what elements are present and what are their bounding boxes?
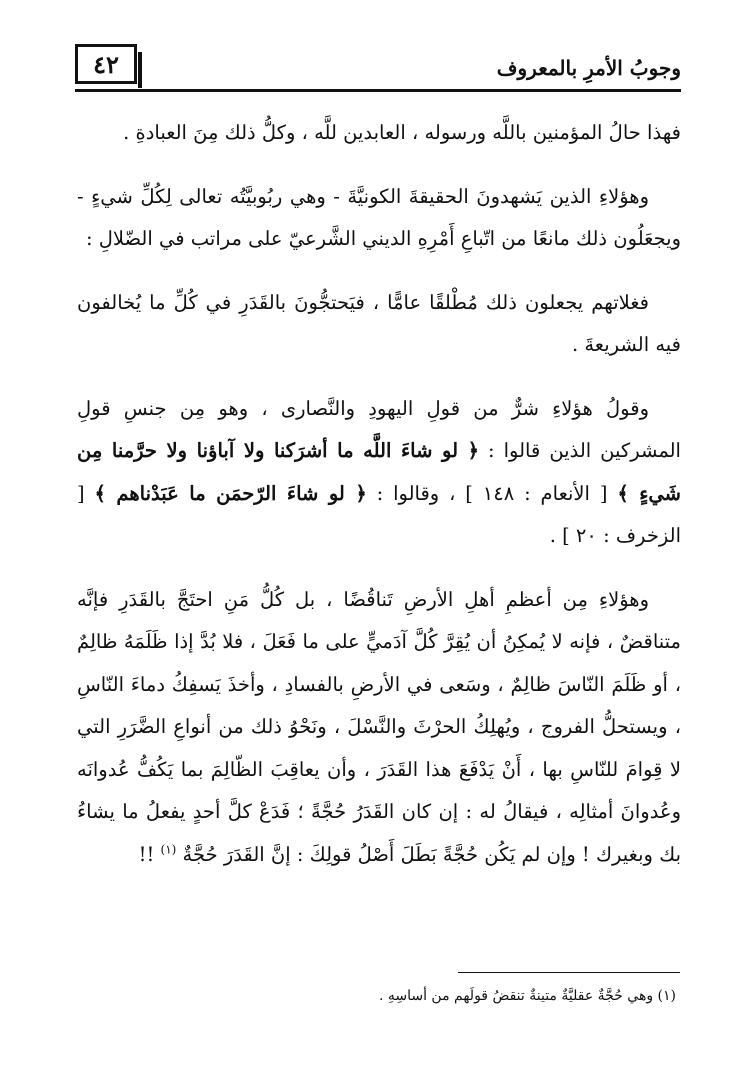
paragraph-4 bbox=[77, 388, 681, 558]
paragraph-4-text-c: [ الزخرف : ٢٠ ] . bbox=[77, 481, 681, 547]
paragraph-5-ending: !! bbox=[138, 842, 161, 866]
paragraph-5 bbox=[77, 579, 681, 877]
footnote-divider bbox=[458, 972, 680, 973]
paragraph-5-text: وهؤلاءِ مِن أعظمِ أهلِ الأرضِ تَناقُضًا ، بل كُلُّ مَنِ احتَجَّ بالقَدَرِ فإنَّه متناقضٌ ، فإنه لا يُمكِنُ أن يُقِرَّ كُلَّ آدَميٍّ على ما فَعَلَ ، فلا بُدَّ إذا ظَلَمَهُ ظالِمٌ ، أو ظَلَمَ النّاسَ ظالِمٌ ، وسَعى في الأرضِ بالفسادِ ، وأخذَ يَسفِكُ دماءَ النّاسِ ، ويستحلُّ الفروج ، ويُهلِكُ الحرْثَ والنَّسْلَ ، ونَحْوُ ذلك من أنواعِ الضَّرَرِ التي لا قِوامَ للنّاسِ بها ، أَنْ يَدْفَعَ هذا القَدَرَ ، وأن يعاقِبَ الظّالِمَ بما يَكُفُّ عُدوانَه وعُدوانَ أمثالِه ، فيقالُ له : إن كان القَدَرُ حُجَّةً ؛ فَدَعْ كلَّ أحدٍ يفعلُ ما يشاءُ بك وبغيرك ! وإن لم يَكُن حُجَّةً بَطَلَ أَصْلُ قولِكَ : إنَّ القَدَرَ حُجَّةٌ bbox=[77, 587, 681, 866]
paragraph-4-text-a: وقولُ هؤلاءِ شرٌّ من قولِ اليهودِ والنَّصارى ، وهو مِن جنسِ قولِ المشركين الذين قالوا : bbox=[77, 396, 681, 462]
page-header bbox=[75, 44, 681, 92]
footnote: (١) وهي حُجَّةٌ عقليَّةٌ متينةٌ تنقضُ قولَهم من أساسِهِ . bbox=[378, 988, 676, 1004]
paragraph-4-text-b: [ الأنعام : ١٤٨ ] ، وقالوا : bbox=[366, 481, 618, 505]
paragraph-1: فهذا حالُ المؤمنين باللَّه ورسوله ، العابدين للَّه ، وكلُّ ذلك مِنَ العبادةِ . bbox=[123, 121, 681, 144]
running-title: وجوبُ الأمرِ بالمعروف bbox=[496, 56, 681, 80]
page-number bbox=[75, 44, 137, 84]
quran-quote-1: ﴿ لو شاءَ اللَّه ما أشرَكنا ولا آباؤنا ولا حرَّمنا مِن شَيءٍ ﴾ bbox=[77, 439, 681, 505]
paragraph-3: فغلاتهم يجعلون ذلك مُطْلقًا عامًّا ، فيَحتجُّونَ بالقَدَرِ في كُلِّ ما يُخالفون فيه الشريعةَ . bbox=[77, 290, 681, 356]
quran-quote-2: ﴿ لو شاءَ الرّحمَن ما عَبَدْناهم ﴾ bbox=[94, 481, 367, 505]
page-number-text: ٤٢ bbox=[93, 49, 119, 79]
main-text bbox=[77, 112, 681, 876]
paragraph-2: وهؤلاءِ الذين يَشهدونَ الحقيقةَ الكونيَّةَ - وهي ربُوبيَّتُه تعالى لِكُلِّ شيءٍ - ويجعَلُون ذلك مانعًا من اتّباعِ أَمْرِهِ الديني الشَّرعيّ على مراتب في الضّلالِ : bbox=[77, 184, 681, 250]
header-divider bbox=[75, 89, 681, 92]
footnote-marker: (١) bbox=[160, 842, 177, 856]
